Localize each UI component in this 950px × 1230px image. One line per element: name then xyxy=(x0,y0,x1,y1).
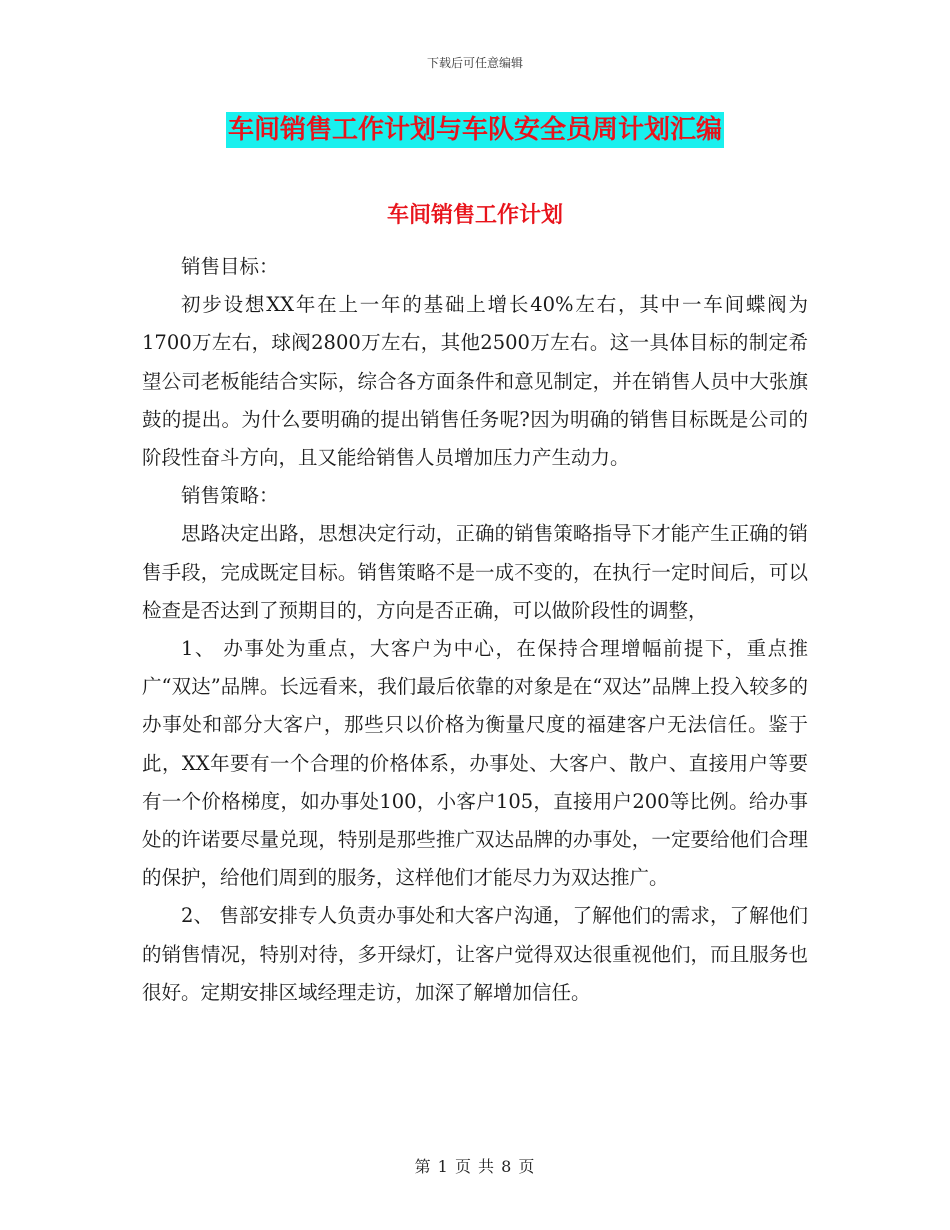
document-title-wrapper xyxy=(0,112,950,148)
document-body xyxy=(142,248,808,1012)
document-title: 车间销售工作计划与车队安全员周计划汇编 xyxy=(226,112,724,148)
page-number: 第 1 页 共 8 页 xyxy=(414,1157,536,1176)
paragraph-sales-strategy-heading: 销售策略： xyxy=(181,484,279,508)
paragraph-sales-target: 初步设想XX年在上一年的基础上增长40%左右，其中一车间蝶阀为1700万左右，球阀2800万左右，其他2500万左右。这一具体目标的制定希望公司老板能结合实际，综合各方面条件和意见制定，并在销售人员中大张旗鼓的提出。为什么要明确的提出销售任务呢?因为明确的销售目标既是公司的阶段性奋斗方向，且又能给销售人员增加压力产生动力。 xyxy=(142,293,808,470)
paragraph-strategy-item-1: 1、 办事处为重点，大客户为中心，在保持合理增幅前提下，重点推广“双达”品牌。长远看来，我们最后依靠的对象是在“双达”品牌上投入较多的办事处和部分大客户，那些只以价格为衡量尺度的福建客户无法信任。鉴于此，XX年要有一个合理的价格体系，办事处、大客户、散户、直接用户等要有一个价格梯度，如办事处100，小客户105，直接用户200等比例。给办事处的许诺要尽量兑现，特别是那些推广双达品牌的办事处，一定要给他们合理的保护，给他们周到的服务，这样他们才能尽力为双达推广。 xyxy=(142,637,808,890)
page-header-note: 下载后可任意编辑 xyxy=(426,56,523,70)
paragraph-sales-strategy: 思路决定出路，思想决定行动，正确的销售策略指导下才能产生正确的销售手段，完成既定目标。销售策略不是一成不变的，在执行一定时间后，可以检查是否达到了预期目的，方向是否正确，可以做阶段性的调整， xyxy=(142,522,808,622)
section-title: 车间销售工作计划 xyxy=(386,203,563,228)
paragraph-sales-target-heading: 销售目标： xyxy=(181,255,279,278)
paragraph-strategy-item-2: 2、 售部安排专人负责办事处和大客户沟通，了解他们的需求，了解他们的销售情况，特别对待，多开绿灯，让客户觉得双达很重视他们，而且服务也很好。定期安排区域经理走访，加深了解增加信任。 xyxy=(142,904,808,1004)
